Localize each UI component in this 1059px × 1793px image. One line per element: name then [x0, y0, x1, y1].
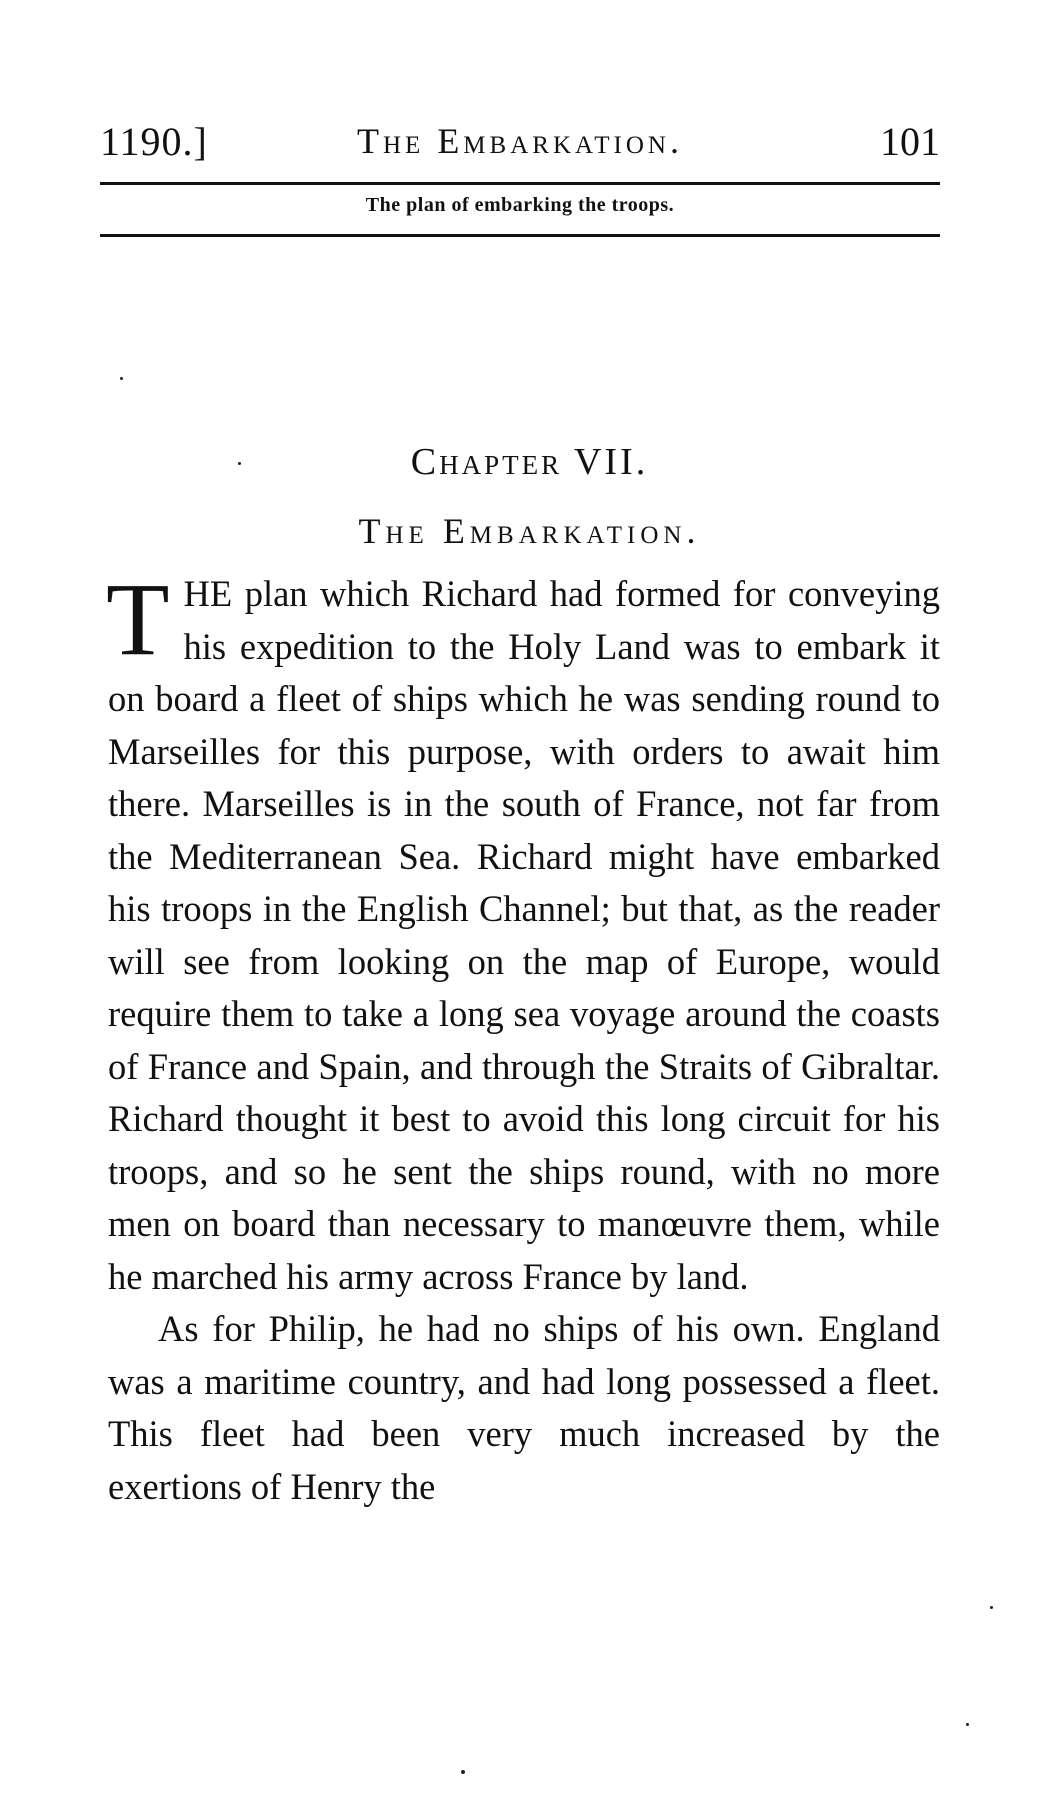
running-head	[100, 118, 940, 174]
header-rule-bottom	[100, 234, 940, 237]
print-speck	[966, 1723, 969, 1726]
paragraph-1-text: HE plan which Richard had formed for conveying his expedition to the Holy Land was to embark it on board a fleet of ships which he was sending round to Marseilles for this purpose, with orders to await him there. Marseilles is in the south of France, not far from the Mediterranean Sea. Richard might have embarked his troops in the English Channel; but that, as the reader will see from looking on the map of Europe, would require them to take a long sea voyage around the coasts of France and Spain, and through the Straits of Gibraltar. Richard thought it best to avoid this long circuit for his troops, and so he sent the ships round, with no more men on board than necessary to manœuvre them, while he marched his army across France by land.	[108, 573, 940, 1297]
section-subheading: The plan of embarking the troops.	[365, 194, 675, 216]
running-head-year: 1190.]	[100, 119, 208, 164]
paragraph-1	[106, 562, 940, 1303]
paragraph-2-text: As for Philip, he had no ships of his own. England was a maritime country, and had long possessed a fleet. This fleet had been very much increased by the exertions of Henry the	[108, 1308, 940, 1507]
print-speck	[120, 377, 123, 380]
drop-cap: T	[106, 562, 170, 677]
print-speck	[238, 462, 241, 465]
chapter-number: Chapter VII.	[410, 441, 649, 483]
page-number: 101	[880, 119, 940, 164]
print-speck	[990, 1606, 993, 1609]
body-text	[106, 562, 940, 1513]
header-rule-top	[100, 182, 940, 185]
print-speck	[461, 1770, 465, 1774]
paragraph-2	[108, 1303, 940, 1513]
running-head-title: The Embarkation.	[357, 121, 683, 161]
chapter-title: The Embarkation.	[358, 511, 701, 551]
